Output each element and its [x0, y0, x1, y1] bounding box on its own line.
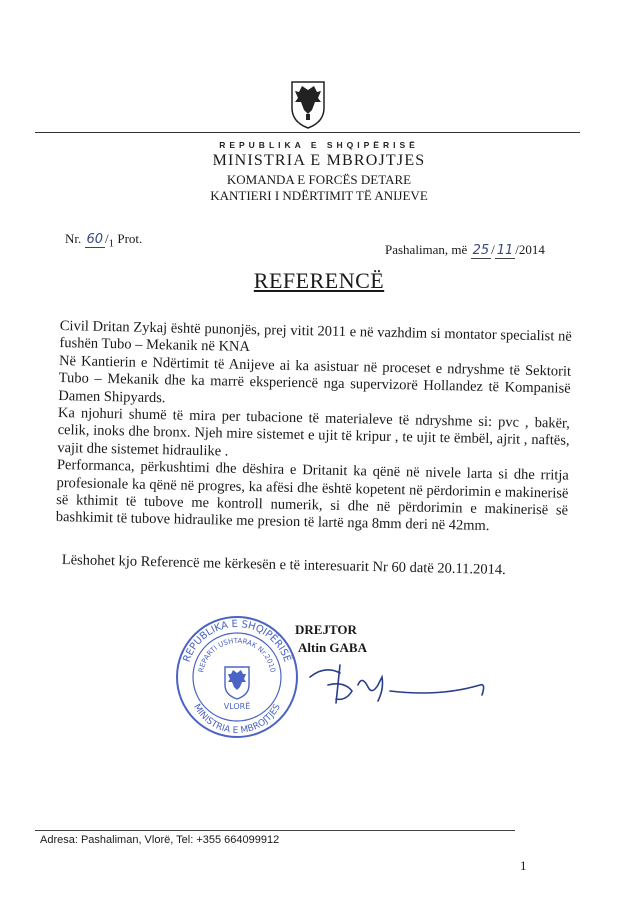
- ministry-heading: MINISTRIA E MBROJTJES: [212, 152, 426, 169]
- date-year: /2014: [515, 242, 545, 257]
- issued-statement: Lëshohet kjo Referencë me kërkesën e të interesuarit Nr 60 datë 20.11.2014.: [61, 552, 506, 579]
- stamp-bottom-text: MINISTRIA E MBROJTJES: [191, 702, 283, 737]
- document-date: Pashaliman, më 25 / 11 /2014: [385, 242, 545, 258]
- stamp-inner-text: REPARTI USHTARAK Nr.2010: [197, 636, 277, 674]
- nr-value: 60: [86, 232, 104, 247]
- official-stamp: [173, 613, 301, 741]
- nr-label: Nr.: [65, 231, 82, 246]
- document-body: [56, 318, 572, 538]
- date-month: 11: [496, 243, 514, 258]
- handwritten-signature: [300, 655, 500, 715]
- albanian-emblem-icon: [286, 78, 330, 130]
- stamp-eagle-icon: [225, 667, 249, 699]
- prot-label: Prot.: [117, 231, 143, 246]
- director-name: Altin GABA: [298, 640, 367, 655]
- reference-number: Nr. 60 $/_1$ Prot.: [65, 231, 143, 250]
- command-heading: KOMANDA E FORCËS DETARE: [226, 172, 412, 187]
- place-label: Pashaliman, më: [385, 242, 468, 257]
- date-day: 25: [472, 243, 490, 258]
- document-title: REFERENCË: [253, 268, 385, 293]
- body-paragraph-3: Ka njohuri shumë të mira per tubacione të materialeve të ndryshme si: pvc , bakër, celik, inoks dhe bronx. Njeh mire sistemet e ujit të kripur , te ujit te ëmbël, ajrit , naftës, vajit dhe sistemet hidraulike .: [57, 405, 571, 460]
- body-paragraph-4: Performanca, përkushtimi dhe dëshira e Dritanit ka qënë në nivele larta si dhe rritja profesionale ka qënë në progres, ka afësi dhe është kopetent në përdorimin e makinerisë së kthimit të tubove me kontroll numerik, si dhe në përdorimin e makinerisë së bashkimit të tubove hidraulike me presion të lartë nga 8mm deri në 42mm.: [55, 457, 569, 535]
- nr-sub: 1: [108, 237, 115, 250]
- body-paragraph-2: Në Kantierin e Ndërtimit të Anijeve ai ka asistuar në proceset e ndryshme të Sektorit Tubo – Mekanik dhe ka marrë eksperiencë nga supervizorë Hollandez të Kompanisë Damen Shipyards.: [58, 352, 572, 406]
- footer-address: Adresa: Pashaliman, Vlorë, Tel: +355 664099912: [40, 834, 280, 846]
- page-number: 1: [520, 858, 527, 873]
- stamp-top-text: REPUBLIKA E SHQIPËRISË: [181, 618, 293, 664]
- republic-heading: REPUBLIKA E SHQIPËRISË: [219, 140, 419, 150]
- stamp-city: VLORË: [223, 702, 251, 711]
- shipyard-heading: KANTIERI I NDËRTIMIT TË ANIJEVE: [210, 188, 428, 203]
- body-paragraph-1: Civil Dritan Zykaj është punonjës, prej vitit 2011 e në vazhdim si montator specialist në fushën Tubo – Mekanik në KNA: [59, 318, 572, 356]
- header-rule: [35, 132, 580, 133]
- director-title: DREJTOR: [295, 622, 357, 637]
- footer-rule: [35, 830, 515, 831]
